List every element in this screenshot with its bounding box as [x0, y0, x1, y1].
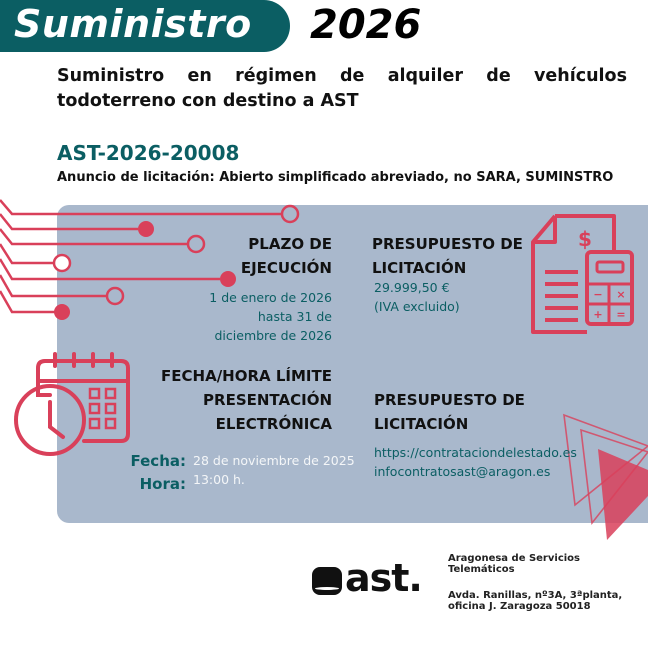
addr-line1: Avda. Ranillas, nº3A, 3ªplanta, — [448, 590, 623, 601]
fecha-label: Fecha: — [130, 452, 186, 470]
tender-subtitle: Suministro en régimen de alquiler de vehículos todoterreno con destino a AST — [57, 66, 627, 111]
svg-text:+: + — [593, 308, 603, 321]
budget-note: (IVA excluido) — [374, 299, 460, 314]
presupuesto-values — [374, 278, 460, 316]
contratacion-link[interactable]: https://contrataciondelestado.es — [374, 445, 577, 460]
presupuesto-heading-line2: LICITACIÓN — [372, 259, 467, 277]
deadline-heading-line1: FECHA/HORA LÍMITE — [161, 367, 332, 385]
svg-text:−: − — [593, 288, 603, 301]
announcement-type: Anuncio de licitación: Abierto simplificado abreviado, no SARA, SUMINSTRO — [57, 170, 614, 185]
organization-name — [448, 553, 638, 575]
org-line2: Telemáticos — [448, 564, 515, 575]
deadline-heading-line3: ELECTRÓNICA — [215, 415, 332, 433]
contact-heading — [374, 388, 525, 436]
svg-text:×: × — [616, 288, 626, 301]
org-line1: Aragonesa de Servicios — [448, 553, 580, 564]
plazo-date-end: diciembre de 2026 — [214, 328, 332, 343]
fecha-value: 28 de noviembre de 2025 — [193, 453, 355, 468]
plazo-date-until: hasta 31 de — [257, 309, 332, 324]
budget-amount: 29.999,50 € — [374, 280, 450, 295]
presupuesto-heading — [372, 232, 523, 280]
plazo-heading-line1: PLAZO DE — [248, 235, 332, 253]
plazo-dates — [170, 288, 332, 345]
hora-label: Hora: — [139, 475, 186, 493]
deadline-heading — [140, 364, 332, 436]
ast-logo-text: ast. — [345, 556, 422, 600]
deadline-heading-line2: PRESENTACIÓN — [203, 391, 332, 409]
reference-code: AST-2026-20008 — [57, 141, 240, 165]
plazo-heading-line2: EJECUCIÓN — [240, 259, 332, 277]
organization-address — [448, 590, 638, 612]
contact-email-link[interactable]: infocontratosast@aragon.es — [374, 464, 551, 479]
plazo-date-start: 1 de enero de 2026 — [209, 290, 332, 305]
contact-heading-line1: PRESUPUESTO DE — [374, 391, 525, 409]
ast-logo-mark — [312, 567, 342, 595]
svg-text:$: $ — [578, 227, 592, 251]
title-text: Suministro — [14, 2, 252, 46]
svg-text:=: = — [616, 308, 626, 321]
hora-value: 13:00 h. — [193, 472, 245, 487]
plazo-heading — [200, 232, 332, 280]
presupuesto-heading-line1: PRESUPUESTO DE — [372, 235, 523, 253]
contact-info — [374, 443, 577, 481]
contact-heading-line2: LICITACIÓN — [374, 415, 469, 433]
title-year: 2026 — [310, 2, 422, 48]
addr-line2: oficina J. Zaragoza 50018 — [448, 601, 591, 612]
